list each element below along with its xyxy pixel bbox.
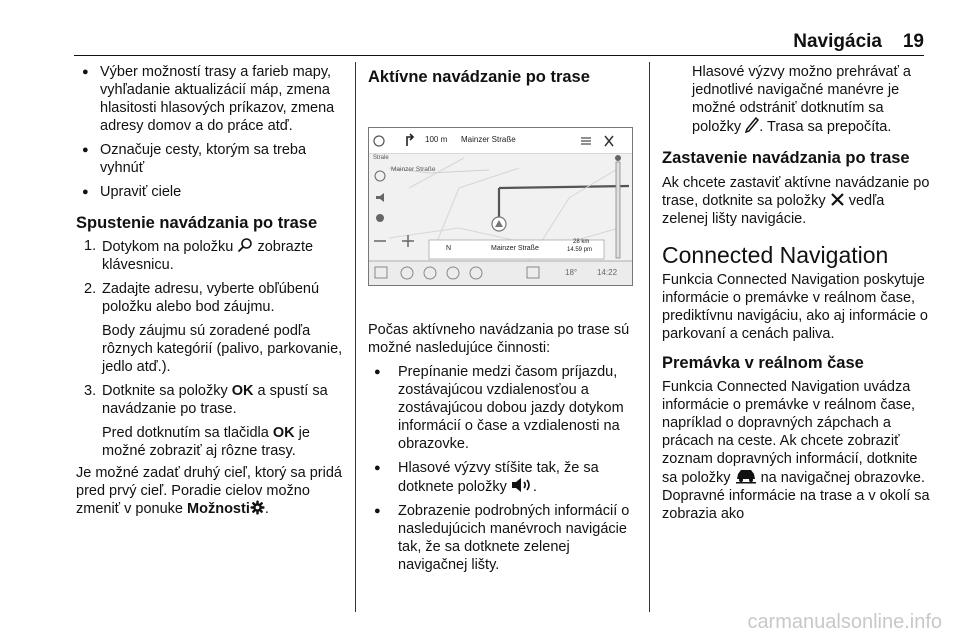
step-text: Dotykom na položku <box>102 239 234 255</box>
maneuver-street: Mainzer Straße <box>461 135 516 144</box>
page-header <box>0 0 960 58</box>
header-title: Navigácia <box>793 31 882 52</box>
step-note: Body záujmu sú zoradené podľa rôznych kategórií (palivo, parkovanie, jedlo atď.). <box>102 323 343 375</box>
traffic-car-icon <box>735 468 757 484</box>
paragraph-text: . <box>264 501 269 517</box>
paragraph-text: . Trasa sa prepočíta. <box>759 119 892 135</box>
section-heading: Spustenie navádzania po trase <box>76 214 318 232</box>
clock: 14:22 <box>597 268 618 277</box>
section-heading: Zastavenie navádzania po trase <box>662 149 910 167</box>
map-svg <box>369 128 632 285</box>
step-text: Dotknite sa položky <box>102 383 228 399</box>
paragraph: Počas aktívneho navádzania po trase sú možné nasledujúce činnosti: <box>368 322 630 356</box>
column-2 <box>368 63 638 87</box>
note-text: Pred dotknutím sa tlačidla <box>102 425 269 441</box>
map-road-label: Strale <box>373 155 389 161</box>
bullet-item: ● Upraviť ciele <box>76 183 346 201</box>
ok-label: OK <box>231 383 254 399</box>
outside-temperature: 18° <box>565 268 578 277</box>
bullet-item: ● Prepínanie medzi časom príjazdu, zostávajúcou vzdialenosťou a zostávajúcou dobou jazdy dotykom informácií o čase a vzdialenosti na obrazovke. <box>368 363 638 453</box>
navigation-screen-illustration <box>368 127 633 286</box>
column-1 <box>76 63 346 518</box>
step-text: a spustí sa navádzanie po trase. <box>102 383 328 417</box>
column-2-body <box>368 321 638 574</box>
map-street-label: Mainzer Straße <box>391 166 436 173</box>
compass-direction: N <box>446 245 452 252</box>
speaker-volume-icon <box>511 477 533 493</box>
paragraph <box>662 378 932 523</box>
paragraph: Funkcia Connected Navigation poskytuje informácie o premávke v reálnom čase, prediktívnu navigáciu, ako aj informácie o parkovaní a cenách paliva. <box>662 272 928 342</box>
paragraph-text: Je možné zadať druhý cieľ, ktorý sa pridá pred prvý cieľ. Poradie cielov možno zmeniť v ponuke <box>76 465 342 517</box>
header-rule <box>74 55 924 56</box>
site-watermark: carmanualsonline.info <box>747 611 942 633</box>
maneuver-distance: 100 m <box>425 135 448 144</box>
note-text: je možné zobraziť aj rôzne trasy. <box>102 425 310 459</box>
paragraph <box>662 174 932 228</box>
section-heading: Aktívne navádzanie po trase <box>368 68 590 86</box>
step-3: 3. Dotknite sa položky OK a spustí sa navádzanie po trase. <box>84 383 328 417</box>
step-2: 2. Zadajte adresu, vyberte obľúbenú položku alebo bod záujmu. <box>84 281 320 315</box>
column-divider-1 <box>355 62 356 612</box>
column-3 <box>662 63 932 523</box>
bullet-item <box>368 459 638 496</box>
options-label: Možnosti <box>187 501 250 517</box>
step-text: Zadajte adresu, vyberte obľúbenú položku alebo bod záujmu. <box>102 281 320 315</box>
step-1: 1. Dotykom na položku zobrazte klávesnicu. <box>84 238 314 273</box>
paragraph-text: vedľa zelenej lišty navigácie. <box>662 193 885 227</box>
ok-label: OK <box>272 425 295 441</box>
chapter-heading: Connected Navigation <box>662 242 889 268</box>
bullet-item: ● Označuje cesty, ktorým sa treba vyhnúť <box>76 141 346 177</box>
remaining-distance: 28 km <box>573 239 590 245</box>
arrival-time: 14.59 pm <box>567 247 593 253</box>
paragraph-text: Hlasové výzvy možno prehrávať a jednotlivé navigačné manévre je možné odstrániť dotknutím sa položky <box>692 64 912 135</box>
close-icon <box>830 192 845 207</box>
paragraph-text: Funkcia Connected Navigation uvádza informácie o premávke v reálnom čase, napríklad o dopravných zápchach a prácach na ceste. Ak chcete zobraziť zoznam dopravných informácií, dotknite sa položky <box>662 379 918 486</box>
current-street: Mainzer Straße <box>491 245 539 252</box>
bullet-text: Hlasové výzvy stíšite tak, že sa dotknete položky <box>398 460 599 495</box>
paragraph <box>76 464 346 518</box>
bullet-item: ● Výber možností trasy a farieb mapy, vyhľadanie aktualizácií máp, zmena hlasitosti hlasových príkazov, zmena adresy domov a do práce atď. <box>76 63 346 135</box>
paragraph-text: Ak chcete zastaviť aktívne navádzanie po trase, dotknite sa položky <box>662 175 930 209</box>
step-note <box>76 424 346 460</box>
search-icon <box>237 237 253 253</box>
section-heading: Premávka v reálnom čase <box>662 354 864 372</box>
pencil-icon <box>745 117 759 133</box>
step-text: zobrazte klávesnicu. <box>102 239 314 273</box>
settings-gear-icon <box>250 500 265 515</box>
page-number: 19 <box>902 31 924 52</box>
paragraph-text: na navigačnej obrazovke. Dopravné informácie na trase a v okolí sa zobrazia ako <box>662 470 930 522</box>
column-divider-2 <box>649 62 650 612</box>
paragraph <box>662 63 932 136</box>
bullet-text: . <box>532 479 537 495</box>
bullet-item: ● Zobrazenie podrobných informácií o nasledujúcich manévroch navigácie tak, že sa dotknete zelenej navigačnej lišty. <box>368 502 638 574</box>
